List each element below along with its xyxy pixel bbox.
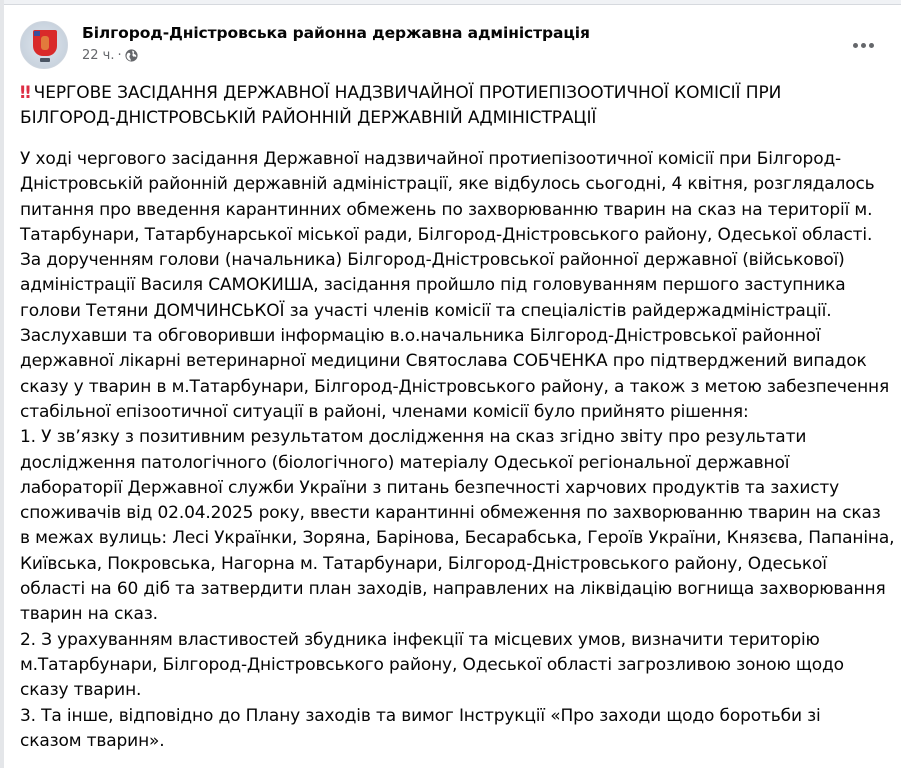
body-line: сказу тварин. xyxy=(20,680,142,701)
page-name-link[interactable]: Білгород-Дністровська районна державна адміністрація xyxy=(82,24,590,42)
title-line-2: БІЛГОРОД-ДНІСТРОВСЬКІЙ РАЙОННІЙ ДЕРЖАВНІЙ АДМІНІСТРАЦІЇ xyxy=(20,108,597,128)
double-exclamation-icon: ‼ xyxy=(20,83,28,103)
body-line: У ході чергового засідання Державної надзвичайної протиепізоотичної комісії при Білгород- xyxy=(20,149,842,169)
facebook-post xyxy=(4,5,901,768)
body-line: лабораторії Державної служби України з питань безпечності харчових продуктів та захисту xyxy=(20,477,840,498)
body-line: адміністрації Василя САМОКИША, засідання пройшло під головуванням першого заступника xyxy=(20,275,846,296)
body-line: За дорученням голови (начальника) Білгород-Дністровської районної державної (військової) xyxy=(20,250,845,271)
more-horizontal-icon-dot xyxy=(869,43,874,48)
post-title xyxy=(20,81,860,131)
body-line: області на 60 діб та затвердити план заходів, направлених на ліквідацію вогнища захворювання xyxy=(20,579,886,600)
title-line-1 xyxy=(20,83,781,103)
body-line: питання про введення карантинних обмежень по захворюванню тварин на сказ на території м. xyxy=(20,199,873,220)
body-line: 3. Та інше, відповідно до Плану заходів та вимог Інструкції «Про заходи щодо боротьби зі xyxy=(20,705,821,726)
body-line: стабільної епізоотичної ситуації в районі, членами комісії було прийнято рішення: xyxy=(20,401,749,422)
page-avatar[interactable] xyxy=(20,21,68,69)
meta-separator: · xyxy=(117,48,122,63)
title-text-1: ЧЕРГОВЕ ЗАСІДАННЯ ДЕРЖАВНОЇ НАДЗВИЧАЙНОЇ ПРОТИЕПІЗООТИЧНОЇ КОМІСІЇ ПРИ xyxy=(33,83,782,103)
coat-of-arms-base xyxy=(40,58,50,62)
more-horizontal-icon xyxy=(853,43,858,48)
coat-of-arms-icon xyxy=(33,30,57,56)
globe-icon[interactable] xyxy=(125,49,138,62)
body-line: м.Татарбунари, Білгород-Дністровського району, Одеської області загрозливою зоною щодо xyxy=(20,654,844,675)
body-line: тварин на сказ. xyxy=(20,604,158,625)
body-line: державної лікарні ветеринарної медицини Святослава СОБЧЕНКА про підтверджений випадок xyxy=(20,351,867,372)
body-line: Заслухавши та обговоривши інформацію в.о.начальника Білгород-Дністровської районної xyxy=(20,326,821,347)
more-options-button[interactable] xyxy=(845,27,881,63)
body-line: голови Тетяни ДОМЧИНСЬКОЇ за участі членів комісії та спеціалістів райдержадміністрації. xyxy=(20,300,832,321)
body-line: Татарбунари, Татарбунарської міської ради, Білгород-Дністровського району, Одеської області. xyxy=(20,224,873,245)
post-timestamp[interactable]: 22 ч. xyxy=(82,48,115,63)
more-horizontal-icon-dot xyxy=(861,43,866,48)
body-line: споживачів від 02.04.2025 року, ввести карантинні обмеження по захворюванню тварин на сказ xyxy=(20,503,881,524)
body-line: Київська, Покровська, Нагорна м. Татарбунари, Білгород-Дністровського району, Одеської xyxy=(20,553,827,574)
post-header xyxy=(20,19,885,71)
body-line: 2. З урахуванням властивостей збудника інфекції та місцевих умов, визначити територію xyxy=(20,629,820,650)
body-line: сказом тварин». xyxy=(20,730,165,751)
body-line: в межах вулиць: Лесі Українки, Зоряна, Барінова, Бесарабська, Героїв України, Князєва, Папаніна, xyxy=(20,528,895,549)
body-line: дослідження патологічного (біологічного) матеріалу Одеської регіональної державної xyxy=(20,452,790,473)
post-meta xyxy=(82,48,138,63)
post-body xyxy=(20,147,895,754)
body-line: сказу у тварин в м.Татарбунари, Білгород-Дністровського району, а також з метою забезпечення xyxy=(20,376,890,397)
body-line: Дністровській районній державній адміністрації, яке відбулось сьогодні, 4 квітня, розглядалось xyxy=(20,174,875,195)
body-line: 1. У зв’язку з позитивним результатом дослідження на сказ згідно звіту про результати xyxy=(20,427,807,448)
